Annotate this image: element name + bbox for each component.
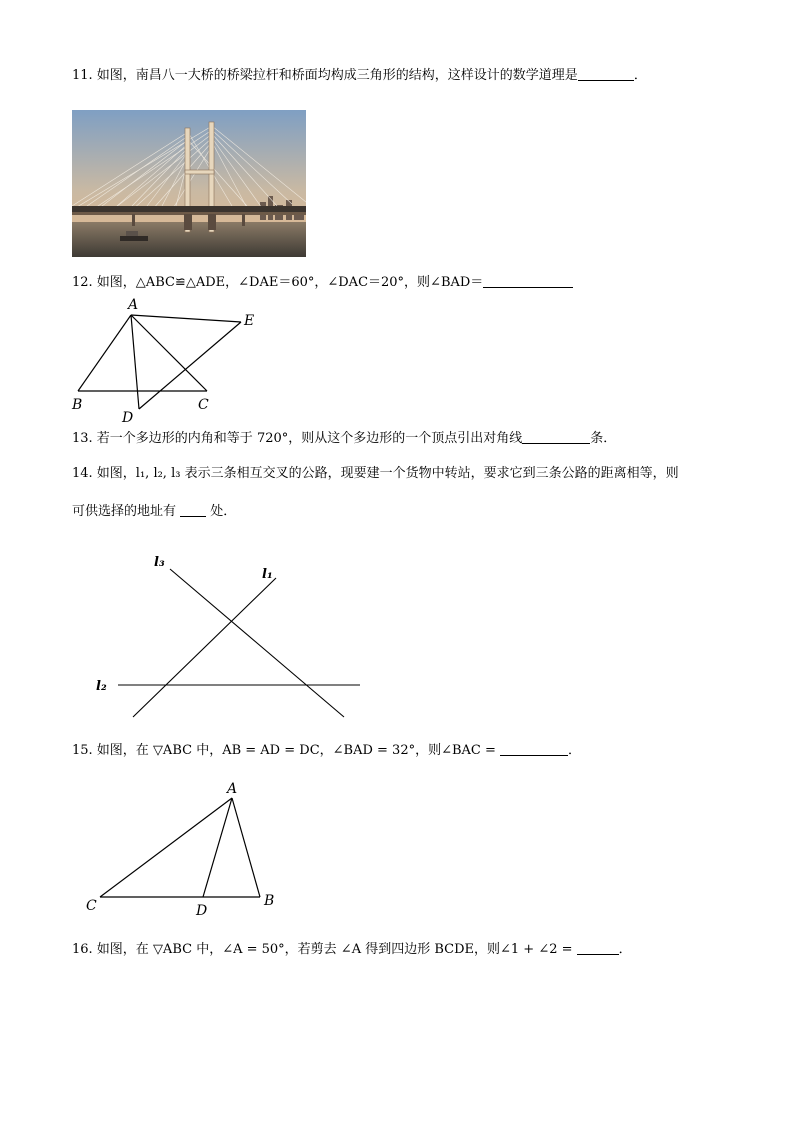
question-12-text: 12. 如图，△ABC≌△ADE，∠DAE＝60°，∠DAC＝20°，则∠BAD＝: [72, 275, 484, 290]
segment-AD: [131, 315, 139, 409]
label-A: A: [227, 781, 238, 797]
label-B: B: [72, 397, 83, 413]
label-C: C: [86, 898, 97, 914]
answer-blank[interactable]: [577, 940, 619, 955]
question-12: [72, 273, 573, 292]
label-C: C: [198, 397, 209, 413]
question-14-line2: [72, 502, 236, 521]
question-14-line1: 14. 如图，l₁, l₂, l₃ 表示三条相互交叉的公路，现要建一个货物中转站，要求它到三条公路的距离相等，则: [72, 466, 679, 481]
answer-blank[interactable]: [180, 502, 206, 517]
bridge-photo: [72, 110, 306, 257]
question-16-text: 16. 如图，在 ▽ABC 中，∠A = 50°，若剪去 ∠A 得到四边形 BCDE，则∠1 + ∠2 =: [72, 942, 573, 957]
question-16-end: ．: [618, 942, 632, 957]
line-l3: [170, 569, 344, 717]
question-13-text: 13. 若一个多边形的内角和等于 720°，则从这个多边形的一个顶点引出对角线: [72, 431, 523, 446]
answer-blank[interactable]: [522, 429, 590, 444]
label-E: E: [244, 313, 255, 329]
question-15-text: 15. 如图，在 ▽ABC 中，AB = AD = DC，∠BAD = 32°，则∠BAC =: [72, 743, 496, 758]
question-13: [72, 429, 616, 448]
label-l2: l₂: [96, 679, 107, 694]
segment-AC: [131, 315, 207, 391]
answer-blank[interactable]: [500, 741, 568, 756]
segment-AB: [78, 315, 131, 391]
question-15: [72, 741, 581, 760]
triangle-figure-q12: [66, 295, 266, 425]
segment-DE: [139, 322, 241, 409]
question-11-text: 11. 如图，南昌八一大桥的桥梁拉杆和桥面均构成三角形的结构，这样设计的数学道理是: [72, 68, 578, 83]
segment-AD: [203, 798, 232, 897]
answer-blank[interactable]: [483, 273, 573, 288]
question-14-end: 处．: [210, 504, 237, 519]
segment-AE: [131, 315, 241, 322]
roads-figure-q14: [90, 550, 370, 725]
label-A: A: [128, 297, 139, 313]
label-D: D: [196, 903, 208, 919]
question-16: [72, 940, 632, 959]
answer-blank[interactable]: [578, 66, 634, 81]
label-D: D: [122, 410, 134, 425]
question-15-end: ．: [568, 743, 582, 758]
question-11: [72, 66, 647, 85]
question-13-end: 条．: [590, 431, 617, 446]
label-l1: l₁: [262, 567, 273, 582]
question-11-end: ．: [633, 68, 647, 83]
label-l3: l₃: [154, 555, 165, 570]
label-B: B: [264, 893, 275, 909]
segment-AC: [100, 798, 232, 897]
question-14-text: 可供选择的地址有: [72, 504, 177, 519]
segment-AB: [232, 798, 260, 897]
triangle-figure-q15: [80, 778, 290, 923]
